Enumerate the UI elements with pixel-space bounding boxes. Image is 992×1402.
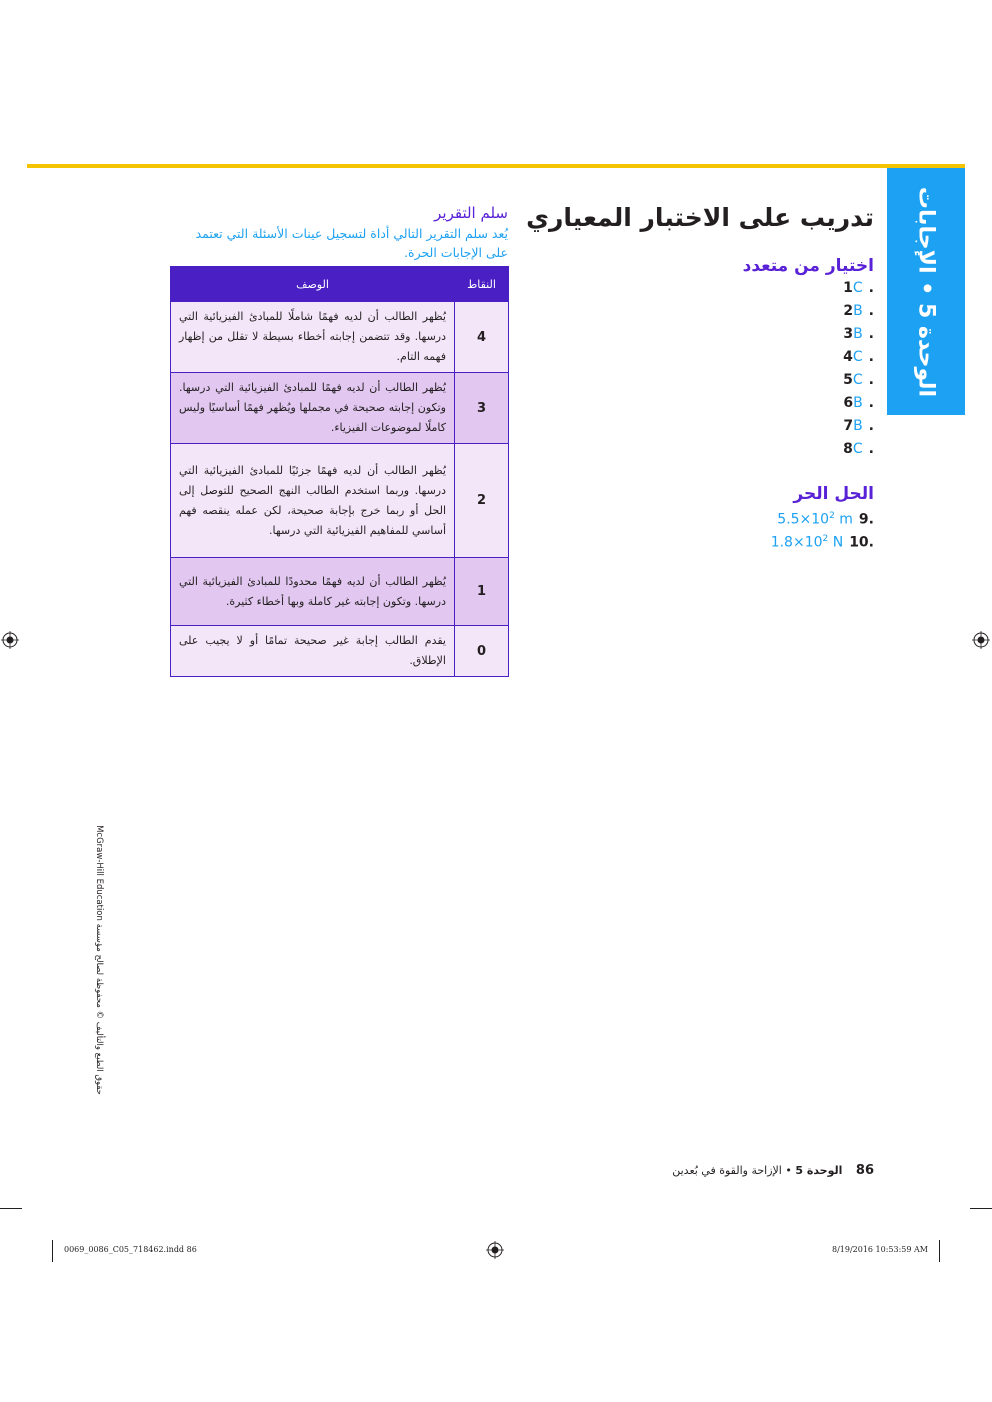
footer-unit-label: الوحدة 5: [795, 1164, 843, 1177]
crop-mark: [970, 1208, 992, 1209]
rubric-row: [171, 302, 509, 373]
free-response-answers: [734, 505, 874, 551]
rubric-row: [171, 558, 509, 626]
answer-number: .1: [843, 280, 874, 296]
answer-unit: m: [839, 511, 853, 528]
rubric-points: 0: [455, 626, 509, 677]
registration-mark-icon: [972, 631, 990, 649]
answer-row: [734, 323, 874, 346]
rubric-description: يُظهر الطالب أن لديه فهمًا شاملًا للمبادئ الفيزيائية التي درسها. وقد تتضمن إجابته أخطاء بسيطة لا تقلل من إظهار فهمه التام.: [171, 302, 455, 373]
answer-row: [734, 277, 874, 300]
unit-side-tab: [887, 168, 965, 415]
description-column-header: الوصف: [171, 267, 455, 302]
print-slug-timestamp: 8/19/2016 10:53:59 AM: [831, 1245, 928, 1254]
answer-row: [734, 505, 874, 528]
answer-value: C: [852, 349, 863, 365]
answer-number: .6: [843, 395, 874, 411]
rubric-points: 3: [455, 373, 509, 444]
answer-number: .10: [849, 534, 874, 551]
answer-number: .3: [843, 326, 874, 342]
answer-row: [734, 346, 874, 369]
answer-exponent: 2: [822, 534, 829, 544]
crop-mark: [0, 1208, 22, 1209]
rubric-header-row: [171, 267, 509, 302]
answer-row: [734, 392, 874, 415]
answer-unit: N: [832, 534, 844, 551]
free-response-heading: الحل الحر: [793, 484, 874, 504]
answer-value: C: [852, 280, 863, 296]
rubric-intro: يُعد سلم التقرير التالي أداة لتسجيل عينات الأسئلة التي تعتمد على الإجابات الحرة.: [195, 226, 508, 260]
answer-row: [734, 369, 874, 392]
answer-row: [734, 438, 874, 461]
side-tab-label: الوحدة 5 • الإجابات: [913, 186, 939, 398]
answer-exponent: 2: [829, 511, 835, 521]
answer-number: .8: [843, 441, 874, 457]
rubric-table: [170, 266, 509, 677]
rubric-description: يُظهر الطالب أن لديه فهمًا للمبادئ الفيزيائية التي درسها. وتكون إجابته صحيحة في مجملها ويُظهر فهمًا أساسيًا وليس كاملًا لموضوعات الفيزياء.: [171, 373, 455, 444]
answer-number: .9: [858, 511, 874, 528]
answer-value: C: [852, 372, 863, 388]
registration-mark-icon: [486, 1241, 504, 1259]
rubric-points: 2: [455, 444, 509, 558]
crop-mark: [52, 1240, 53, 1262]
answer-value: B: [853, 418, 863, 434]
rubric-title: سلم التقرير: [434, 204, 508, 222]
copyright-credit: حقوق الطبع والتأليف © محفوظة لصالح مؤسسة McGraw-Hill Education: [94, 825, 104, 1095]
answer-row: [734, 300, 874, 323]
registration-mark-icon: [1, 631, 19, 649]
rubric-description: يُظهر الطالب أن لديه فهمًا محدودًا للمبادئ الفيزيائية التي درسها. وتكون إجابته غير كاملة وبها أخطاء كثيرة.: [171, 558, 455, 626]
answer-coefficient: 1.8×10: [770, 534, 823, 551]
rubric-points: 1: [455, 558, 509, 626]
answer-number: .4: [843, 349, 874, 365]
page-number: 86: [855, 1163, 874, 1178]
answer-number: .7: [843, 418, 874, 434]
rubric-description: يقدم الطالب إجابة غير صحيحة تمامًا أو لا يجيب على الإطلاق.: [171, 626, 455, 677]
answer-value: B: [853, 303, 863, 319]
rubric-row: [171, 373, 509, 444]
rubric-description: يُظهر الطالب أن لديه فهمًا جزئيًا للمبادئ الفيزيائية التي درسها. وربما استخدم الطالب النهج الصحيح للتوصل إلى الحل أو ربما خرج بإجابة صحيحة، لكن عمله ينقصه فهم أساسي للمفاهيم الفيزيائية التي درسها.: [171, 444, 455, 558]
page-footer: [672, 1163, 874, 1178]
top-rule: [27, 164, 965, 168]
crop-mark: [939, 1240, 940, 1262]
multiple-choice-heading: اختيار من متعدد: [742, 256, 874, 276]
page-title: تدريب على الاختبار المعياري: [526, 203, 874, 232]
rubric-row: [171, 626, 509, 677]
answer-number: .5: [843, 372, 874, 388]
answer-row: [734, 528, 874, 551]
points-column-header: النقاط: [455, 267, 509, 302]
multiple-choice-answers: [734, 277, 874, 461]
answer-row: [734, 415, 874, 438]
answer-value: B: [853, 326, 863, 342]
answer-value: B: [853, 395, 863, 411]
answer-value: C: [852, 441, 863, 457]
print-slug-file: 0069_0086_C05_718462.indd 86: [64, 1245, 197, 1254]
answer-number: .2: [843, 303, 874, 319]
rubric-row: [171, 444, 509, 558]
answer-coefficient: 5.5×10: [777, 511, 830, 528]
rubric-points: 4: [455, 302, 509, 373]
footer-unit-title: • الإزاحة والقوة في بُعدين: [672, 1164, 792, 1177]
